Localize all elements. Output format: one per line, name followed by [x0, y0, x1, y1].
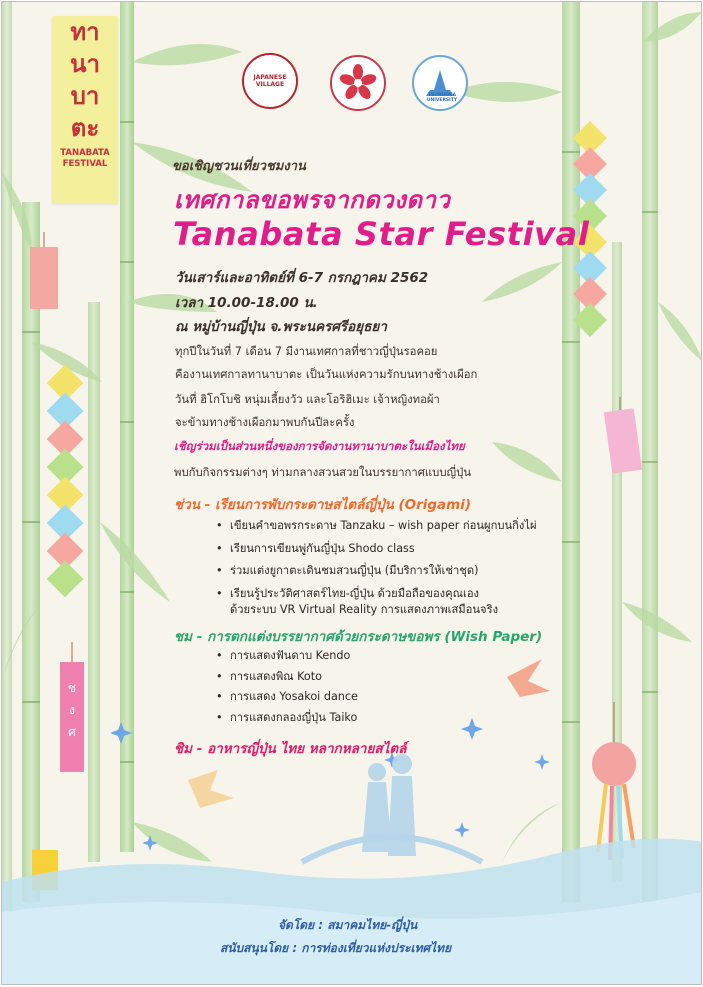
svg-text:ช: ช — [67, 681, 77, 695]
svg-text:ง: ง — [69, 703, 75, 717]
event-time: เวลา 10.00-18.00 น. — [175, 295, 318, 311]
section-origami-title: ช่วน - เรียนการพับกระดาษสไตล์ญี่ปุ่น (Origami) — [174, 497, 472, 513]
list-item: • การแสดง Yosakoi dance — [216, 690, 358, 711]
intro-line: ทุกปีในวันที่ 7 เดือน 7 มีงานเทศกาลที่ชาวญี่ปุ่นรอคอย — [175, 345, 438, 358]
invite-line: ขอเชิญชวนเที่ยวชมงาน — [172, 159, 306, 174]
festival-poster — [1, 1, 702, 985]
title-thai: เทศกาลขอพรจากดวงดาว — [174, 186, 451, 214]
section-food-title: ชิม - อาหารญี่ปุ่น ไทย หลากหลายสไตล์ — [174, 741, 407, 757]
university-logo — [412, 55, 468, 111]
section-performance-list — [216, 649, 358, 731]
list-item: • ร่วมแต่งยูกาตะเดินชมสวนญี่ปุ่น (มีบริการให้เช่าชุด) — [216, 563, 537, 586]
intro-line: คืองานเทศกาลทานาบาตะ เป็นวันแห่งความรักบนทางช้างเผือก — [175, 368, 478, 381]
japanese-village-logo-text: JAPANESE VILLAGE — [253, 74, 287, 88]
label-line-2: นา — [70, 50, 100, 78]
tanabata-label-card — [52, 16, 118, 204]
list-item: • เขียนคำขอพรกระดาษ Tanzaku – wish paper ก่อนผูกบนกิ่งไผ่ — [216, 518, 537, 541]
list-item: • เรียนการเขียนพู่กันญี่ปุ่น Shodo class — [216, 541, 537, 564]
label-line-4: ตะ — [70, 114, 100, 142]
section-origami-list — [216, 518, 537, 608]
event-place: ณ หมู่บ้านญี่ปุ่น จ.พระนครศรีอยุธยา — [175, 319, 387, 335]
list-item: • การแสดงพิณ Koto — [216, 670, 358, 691]
label-line-1: ทา — [70, 18, 100, 46]
title-english: Tanabata Star Festival — [173, 215, 590, 253]
section-wish-paper-title: ชม - การตกแต่งบรรยากาศด้วยกระดาษขอพร (Wish Paper) — [174, 629, 543, 645]
organizer-line: จัดโดย : สมาคมไทย-ญี่ปุ่น — [278, 918, 418, 932]
label-english: TANABATA FESTIVAL — [60, 148, 110, 169]
join-subtext: พบกับกิจกรรมต่างๆ ท่ามกลางสวนสวยในบรรยากาศแบบญี่ปุ่น — [174, 466, 472, 479]
event-date: วันเสาร์และอาทิตย์ที่ 6-7 กรกฎาคม 2562 — [175, 270, 429, 286]
label-line-3: บา — [70, 82, 100, 110]
intro-line: วันที่ ฮิโกโบชิ หนุ่มเลี้ยงวัว และโอริฮิเมะ เจ้าหญิงทอผ้า — [175, 393, 440, 406]
join-highlight: เชิญร่วมเป็นส่วนหนึ่งของการจัดงานทานาบาตะในเมืองไทย — [174, 439, 465, 453]
list-item: • การแสดงฟันดาบ Kendo — [216, 649, 358, 670]
list-item-continuation: ด้วยระบบ VR Virtual Reality การแสดงภาพเสมือนจริง — [230, 603, 499, 616]
sakura-icon — [338, 63, 378, 103]
sponsor-line: สนับสนุนโดย : การท่องเที่ยวแห่งประเทศไทย — [220, 941, 452, 955]
sakura-association-logo — [330, 55, 386, 111]
svg-text:ศ: ศ — [68, 725, 76, 739]
list-item: • เรียนรู้ประวัติศาสตร์ไทย-ญี่ปุ่น ด้วยมือถือของคุณเอง — [216, 586, 537, 609]
japanese-village-logo — [242, 53, 298, 109]
list-item: • การแสดงกลองญี่ปุ่น Taiko — [216, 711, 358, 732]
intro-line: จะข้ามทางช้างเผือกมาพบกันปีละครั้ง — [175, 416, 355, 429]
university-logo-text: TSURUOKA UNIVERSITY — [426, 93, 458, 103]
